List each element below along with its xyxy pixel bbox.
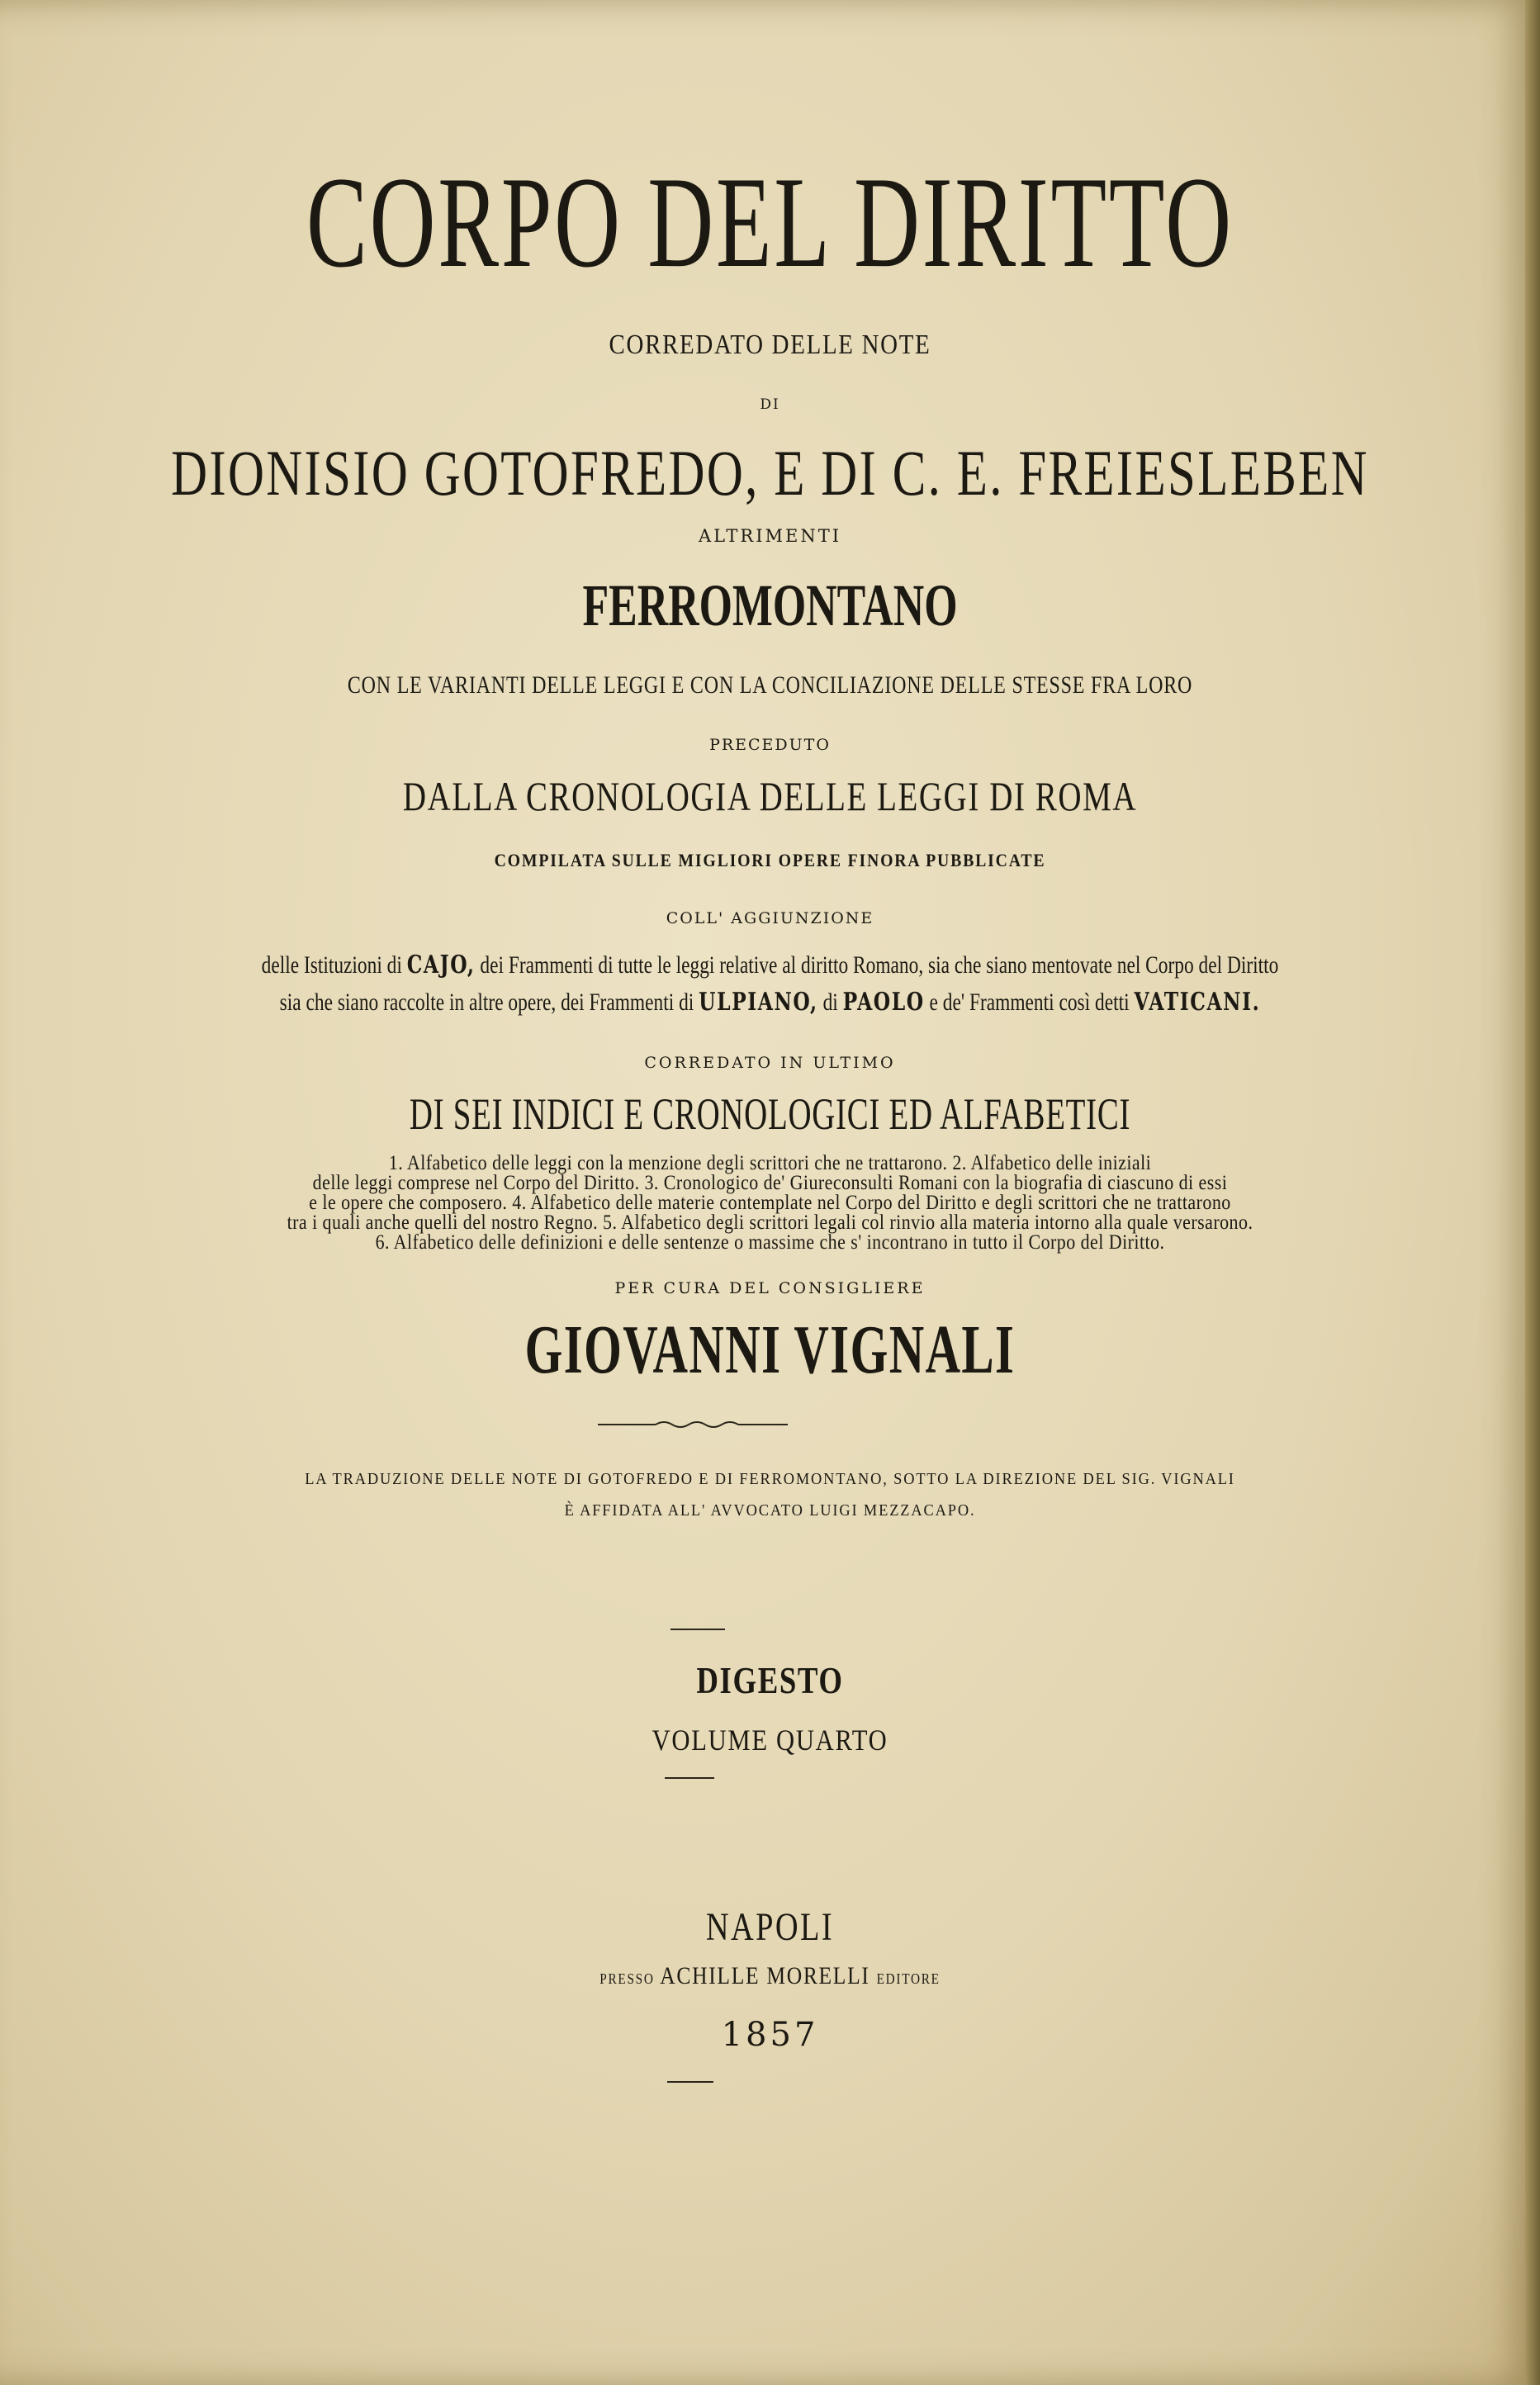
name-paolo: PAOLO xyxy=(842,988,925,1017)
contents-line-2-a: sia che siano raccolte in altre opere, dei Frammenti di xyxy=(279,989,699,1016)
ornament-divider xyxy=(598,1419,788,1430)
rule-above-digesto xyxy=(670,1629,725,1630)
presso-label: PRESSO xyxy=(599,1970,655,1987)
index-description-line: e le opere che composero. 4. Alfabetico delle materie contemplate nel Corpo del Diritto e degli scrittori che ne trattarono xyxy=(309,1192,1231,1214)
editore-label: EDITORE xyxy=(876,1970,941,1987)
traduzione-line-1: LA TRADUZIONE DELLE NOTE DI GOTOFREDO E DI FERROMONTANO, SOTTO LA DIREZIONE DEL SIG. VIGNALI xyxy=(305,1470,1235,1488)
publication-year: 1857 xyxy=(721,2016,819,2054)
volume-label: VOLUME QUARTO xyxy=(652,1724,888,1757)
corredato-ultimo-label: CORREDATO IN ULTIMO xyxy=(644,1054,896,1072)
di-label: DI xyxy=(760,396,780,413)
contents-line-2-b: di xyxy=(817,989,843,1016)
place-napoli: NAPOLI xyxy=(705,1905,835,1949)
sei-indici-heading: DI SEI INDICI E CRONOLOGICI ED ALFABETICI xyxy=(409,1089,1131,1139)
name-vaticani: VATICANI. xyxy=(1134,988,1261,1017)
compilata-line: COMPILATA SULLE MIGLIORI OPERE FINORA PUBBLICATE xyxy=(494,850,1046,870)
contents-line-1-a: delle Istituzioni di xyxy=(261,951,407,979)
editor-name: GIOVANNI VIGNALI xyxy=(524,1311,1016,1388)
name-cajo: CAJO, xyxy=(406,951,476,979)
authors-line: DIONISIO GOTOFREDO, E DI C. E. FREIESLEBEN xyxy=(171,437,1369,509)
name-ulpiano: ULPIANO, xyxy=(699,988,818,1017)
varianti-line: CON LE VARIANTI DELLE LEGGI E CON LA CONCILIAZIONE DELLE STESSE FRA LORO xyxy=(347,671,1193,699)
index-description-line: tra i quali anche quelli del nostro Regno. 5. Alfabetico degli scrittori legali col rinvio alla materia intorno alla quale versarono. xyxy=(287,1211,1253,1234)
index-description-line: delle leggi comprese nel Corpo del Diritto. 3. Cronologico de' Giureconsulti Romani con la biografia di ciascuno di essi xyxy=(312,1172,1228,1194)
per-cura-label: PER CURA DEL CONSIGLIERE xyxy=(614,1279,926,1297)
rule-below-volume xyxy=(665,1777,714,1779)
ferromontano-heading: FERROMONTANO xyxy=(582,572,958,638)
rule-below-year xyxy=(667,2081,713,2083)
altrimenti-label: ALTRIMENTI xyxy=(698,526,842,546)
traduzione-line-2: È AFFIDATA ALL' AVVOCATO LUIGI MEZZACAPO. xyxy=(564,1501,976,1520)
preceduto-label: PRECEDUTO xyxy=(709,736,831,754)
contents-line-1-b: dei Frammenti di tutte le leggi relative al diritto Romano, sia che siano mentovate nel Corpo del Diritto xyxy=(475,951,1279,979)
contents-line-1 xyxy=(169,950,1371,981)
contents-line-2-c: e de' Frammenti così detti xyxy=(924,989,1135,1016)
digesto-heading: DIGESTO xyxy=(696,1659,844,1701)
cronologia-heading: DALLA CRONOLOGIA DELLE LEGGI DI ROMA xyxy=(402,773,1138,819)
subtitle-corredato: CORREDATO DELLE NOTE xyxy=(609,330,931,360)
contents-line-2 xyxy=(169,987,1371,1018)
aggiunzione-label: COLL' AGGIUNZIONE xyxy=(666,909,874,927)
main-title: CORPO DEL DIRITTO xyxy=(306,150,1234,295)
publisher-name: ACHILLE MORELLI xyxy=(660,1962,870,1989)
index-description-line: 1. Alfabetico delle leggi con la menzione degli scrittori che ne trattarono. 2. Alfabetico delle iniziali xyxy=(388,1152,1152,1174)
index-description-line: 6. Alfabetico delle definizioni e delle sentenze o massime che s' incontrano in tutto il Corpo del Diritto. xyxy=(375,1231,1165,1254)
publisher-line xyxy=(116,1961,1424,1994)
